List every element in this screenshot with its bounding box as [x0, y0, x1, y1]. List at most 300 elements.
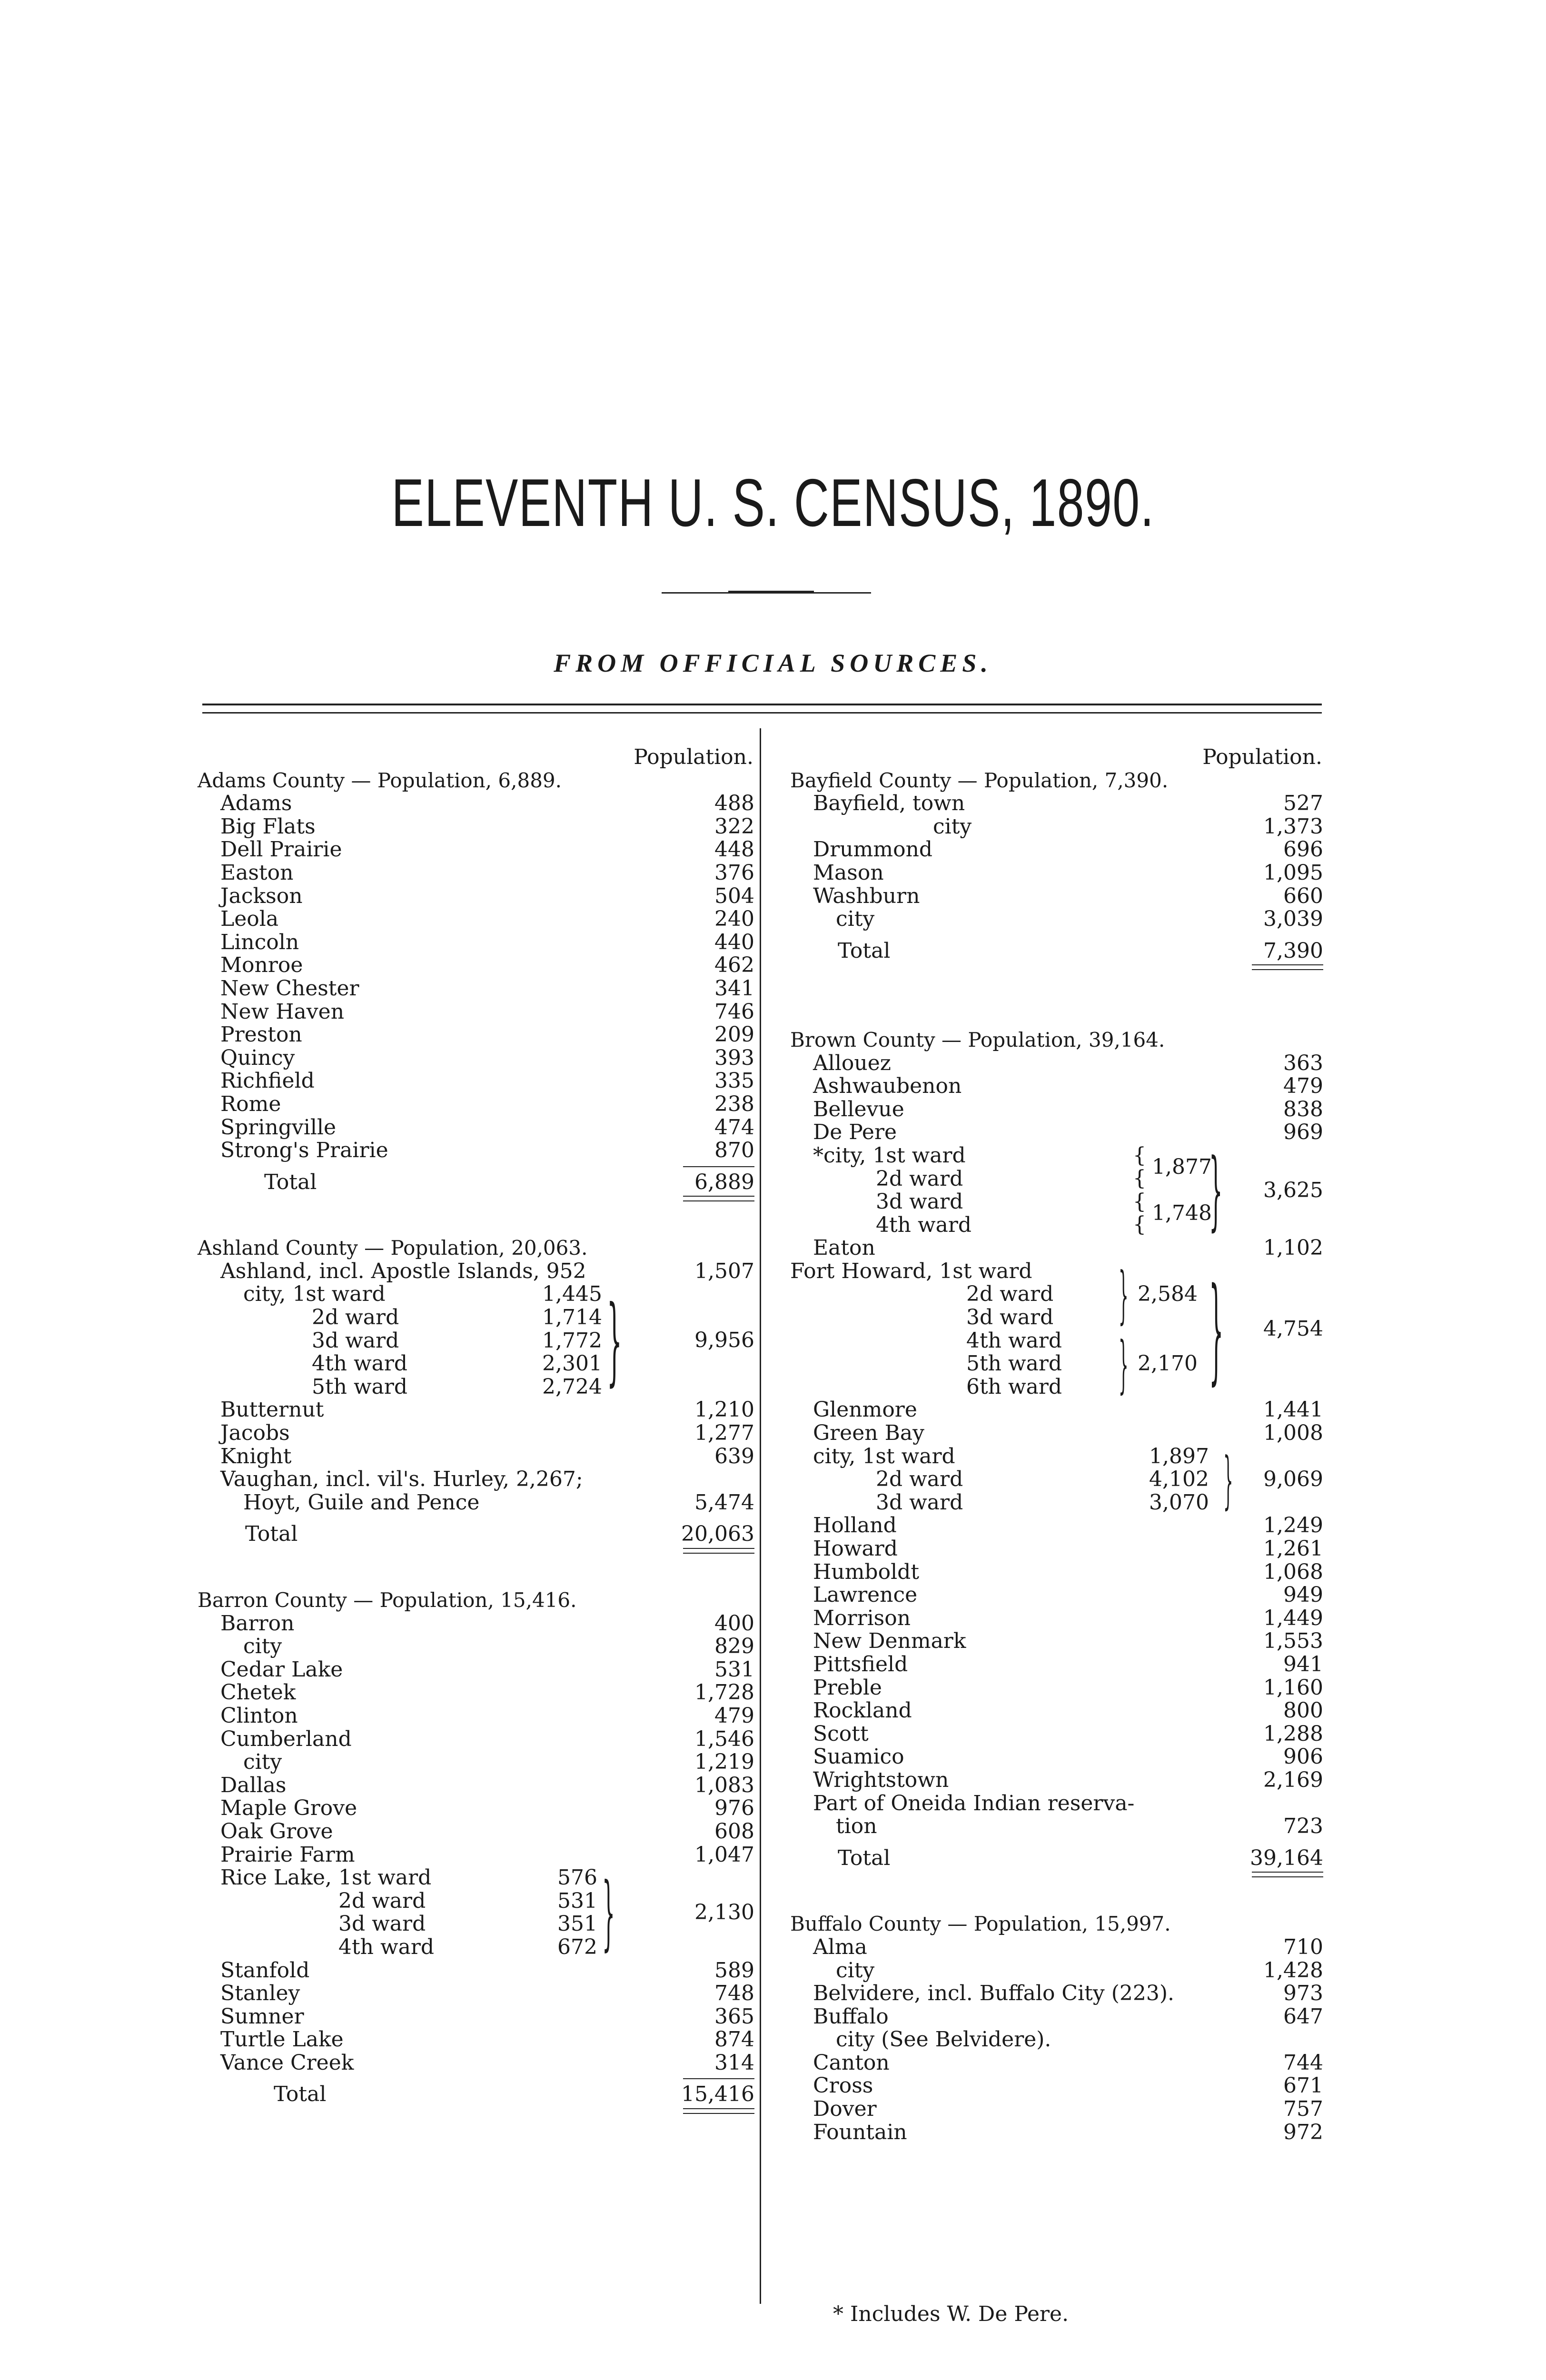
- row-name: Washburn: [813, 883, 920, 908]
- data-row: [790, 2005, 1323, 2029]
- row-name: Rome: [220, 1091, 281, 1116]
- row-name: 4th ward: [338, 1934, 435, 1959]
- row-value: 949: [1283, 1583, 1323, 1607]
- data-row: [790, 1607, 1323, 1630]
- row-name: Green Bay: [813, 1421, 925, 1446]
- data-row: [790, 1098, 1323, 1121]
- data-row: [790, 1561, 1323, 1584]
- row-value: 1,441: [1263, 1398, 1323, 1422]
- barron-rows1: [198, 1612, 754, 1867]
- row-name: city: [933, 814, 972, 839]
- data-row: [198, 838, 754, 862]
- page-title: ELEVENTH U. S. CENSUS, 1890.: [391, 465, 1155, 541]
- data-row: [198, 1844, 754, 1867]
- row-value: 696: [1283, 837, 1323, 862]
- row-name: 2d ward: [338, 1888, 426, 1913]
- data-row: [790, 1815, 1323, 1838]
- brace: {: [1133, 1143, 1146, 1168]
- data-row: [790, 1214, 1323, 1237]
- data-row: [198, 1139, 754, 1162]
- row-value: 363: [1283, 1051, 1323, 1075]
- row-value: 608: [714, 1819, 754, 1844]
- data-row: [198, 1681, 754, 1705]
- row-name: Ashwaubenon: [813, 1074, 962, 1099]
- row-value: 440: [714, 930, 754, 954]
- row-name: De Pere: [813, 1120, 897, 1145]
- row-name: city: [836, 907, 875, 932]
- row-name: 3d ward: [876, 1490, 963, 1515]
- row-value: 660: [1283, 883, 1323, 908]
- data-row: [790, 2074, 1323, 2098]
- row-value: 723: [1283, 1814, 1323, 1839]
- row-value: 744: [1283, 2050, 1323, 2075]
- row-value: 1,897: [1149, 1444, 1209, 1468]
- ashland-wards-group: [198, 1283, 754, 1398]
- row-name: Wrightstown: [813, 1767, 949, 1792]
- row-name: Pittsfield: [813, 1652, 908, 1676]
- row-name: Lawrence: [813, 1583, 918, 1607]
- data-row: [790, 885, 1323, 908]
- brace: }: [1209, 1140, 1223, 1240]
- row-name: Dell Prairie: [220, 837, 342, 862]
- data-row: [790, 1630, 1323, 1653]
- total-double-rule: [683, 1196, 754, 1201]
- row-name: Clinton: [220, 1703, 298, 1728]
- row-name: Drummond: [813, 837, 933, 862]
- row-name: Jacobs: [220, 1421, 290, 1446]
- data-row: [790, 1514, 1323, 1537]
- row-name: city: [243, 1750, 282, 1775]
- data-row: [790, 1144, 1323, 1168]
- data-row: [198, 1728, 754, 1751]
- data-row: [198, 931, 754, 954]
- brace: }: [602, 1865, 615, 1960]
- row-name: Strong's Prairie: [220, 1138, 388, 1163]
- row-name: Lincoln: [220, 930, 299, 954]
- row-name: 4th ward: [966, 1328, 1062, 1353]
- brace: }: [1209, 1262, 1224, 1396]
- row-value: 1,210: [694, 1398, 754, 1422]
- depere-wards-group: [790, 1140, 1323, 1240]
- row-value: 1,095: [1263, 860, 1323, 885]
- row-name: Part of Oneida Indian reserva-: [813, 1791, 1135, 1815]
- brace: {: [1133, 1166, 1146, 1190]
- data-row: [790, 2121, 1323, 2144]
- row-name: Ashland, incl. Apostle Islands, 952: [220, 1259, 586, 1283]
- row-value: 972: [1283, 2120, 1323, 2144]
- data-row: [198, 908, 754, 931]
- data-row: [790, 1982, 1323, 2005]
- row-name: Jackson: [220, 883, 303, 908]
- data-row: [198, 1468, 754, 1491]
- row-name: 2d ward: [966, 1282, 1054, 1307]
- data-row: [790, 1699, 1323, 1723]
- total-row-bayfield: [790, 940, 1323, 963]
- row-value: 314: [714, 2050, 754, 2075]
- row-name: Dover: [813, 2097, 877, 2122]
- total-row-ashland: [198, 1523, 754, 1546]
- row-value: 1,373: [1263, 814, 1323, 839]
- row-value: 2,169: [1263, 1767, 1323, 1792]
- data-row: [198, 1283, 754, 1306]
- row-value: 2,724: [542, 1374, 602, 1399]
- row-value: 1,160: [1263, 1675, 1323, 1700]
- row-name: New Haven: [220, 999, 345, 1024]
- row-name: Sumner: [220, 2004, 304, 2029]
- row-name: Scott: [813, 1721, 869, 1746]
- data-row: [198, 1023, 754, 1047]
- data-row: [790, 1306, 1323, 1329]
- row-value: 639: [714, 1444, 754, 1468]
- row-value: 504: [714, 883, 754, 908]
- row-name: 5th ward: [312, 1374, 408, 1399]
- data-row: [790, 1491, 1323, 1515]
- row-name: Howard: [813, 1537, 898, 1561]
- row-name: 4th ward: [876, 1212, 972, 1237]
- rice-lake-total: 2,130: [694, 1900, 754, 1925]
- data-row: [790, 1422, 1323, 1445]
- brown-rows3: [790, 1514, 1323, 1792]
- row-value: 209: [714, 1022, 754, 1047]
- data-row: [790, 2098, 1323, 2121]
- depere-pair-value: 1,877: [1152, 1154, 1212, 1179]
- data-row: [198, 1398, 754, 1422]
- row-value: 1,714: [542, 1305, 602, 1330]
- row-name: Mason: [813, 860, 884, 885]
- left-column: [198, 746, 754, 2115]
- row-value: 3,070: [1149, 1490, 1209, 1515]
- column-divider: [760, 728, 761, 2304]
- row-value: 488: [714, 791, 754, 816]
- population-header: Population.: [1202, 745, 1322, 769]
- data-row: [198, 1774, 754, 1797]
- row-name: 2d ward: [876, 1166, 963, 1191]
- brace: }: [1223, 1443, 1233, 1516]
- data-row: [790, 1121, 1323, 1144]
- row-value: 1,219: [694, 1750, 754, 1775]
- county-heading-brown: Brown County — Population, 39,164.: [790, 1028, 1165, 1051]
- row-value: 400: [714, 1611, 754, 1636]
- row-name: Hoyt, Guile and Pence: [243, 1490, 480, 1515]
- ashland-rows: [198, 1398, 754, 1468]
- data-row: [198, 954, 754, 977]
- row-value: 973: [1283, 1981, 1323, 2006]
- row-name: Eaton: [813, 1236, 875, 1260]
- data-row: [198, 1820, 754, 1844]
- row-name: Big Flats: [220, 814, 316, 839]
- row-value: 870: [714, 1138, 754, 1163]
- row-name: Canton: [813, 2050, 890, 2075]
- data-row: [198, 1260, 754, 1283]
- data-row: [790, 1445, 1323, 1468]
- county-heading-buffalo: Buffalo County — Population, 15,997.: [790, 1912, 1171, 1936]
- row-name: Vance Creek: [220, 2050, 354, 2075]
- row-name: Suamico: [813, 1745, 904, 1769]
- data-row: [790, 1168, 1323, 1191]
- row-name: Belvidere, incl. Buffalo City (223).: [813, 1981, 1174, 2006]
- row-name: 5th ward: [966, 1351, 1062, 1376]
- bayfield-rows: [790, 792, 1323, 931]
- data-row: [790, 1936, 1323, 1959]
- row-name: Morrison: [813, 1606, 911, 1630]
- city-subtotal-value: 9,956: [694, 1328, 754, 1353]
- row-value: 1,428: [1263, 1958, 1323, 1983]
- row-value: 1,083: [694, 1773, 754, 1797]
- total-value: 39,164: [1250, 1845, 1323, 1870]
- row-name: Easton: [220, 860, 294, 885]
- data-row: [790, 862, 1323, 885]
- data-row: [198, 1047, 754, 1070]
- row-value: 1,277: [694, 1421, 754, 1446]
- subtotal-rule: [683, 1166, 754, 1167]
- row-name: Dallas: [220, 1773, 287, 1797]
- data-row: [790, 1398, 1323, 1422]
- row-name: Holland: [813, 1513, 897, 1538]
- right-column: [790, 746, 1323, 2144]
- data-row: [198, 1890, 754, 1913]
- brace: }: [607, 1285, 622, 1397]
- row-name: Knight: [220, 1444, 292, 1468]
- data-row: [198, 1352, 754, 1376]
- row-value: 322: [714, 814, 754, 839]
- row-value: 829: [714, 1634, 754, 1659]
- brace: {: [1133, 1212, 1146, 1237]
- row-value: 941: [1283, 1652, 1323, 1676]
- data-row: [198, 1329, 754, 1353]
- row-value: 341: [714, 976, 754, 1001]
- adams-rows: [198, 792, 754, 1162]
- row-value: 1,102: [1263, 1236, 1323, 1260]
- row-name: Rockland: [813, 1698, 912, 1723]
- row-name: Fort Howard, 1st ward: [790, 1259, 1032, 1283]
- row-name: city, 1st ward: [813, 1444, 955, 1468]
- row-name: tion: [836, 1814, 877, 1839]
- row-name: Prairie Farm: [220, 1842, 355, 1867]
- row-name: city: [836, 1958, 875, 1983]
- data-row: [198, 815, 754, 839]
- data-row: [198, 1070, 754, 1093]
- row-value: 1,507: [694, 1259, 754, 1283]
- row-value: 474: [714, 1115, 754, 1140]
- brown-rows2: [790, 1398, 1323, 1445]
- row-value: 1,288: [1263, 1721, 1323, 1746]
- data-row: [790, 1959, 1323, 1983]
- row-name: Fountain: [813, 2120, 907, 2144]
- data-row: [198, 1936, 754, 1959]
- total-row-brown: [790, 1847, 1323, 1870]
- row-name: 2d ward: [312, 1305, 399, 1330]
- row-name: 3d ward: [876, 1190, 963, 1214]
- data-row: [790, 2028, 1323, 2052]
- data-row: [198, 1001, 754, 1024]
- row-name: Buffalo: [813, 2004, 889, 2029]
- row-value: 479: [1283, 1074, 1323, 1099]
- data-row: [790, 1260, 1323, 1283]
- data-row: [198, 885, 754, 908]
- row-value: 531: [714, 1657, 754, 1682]
- row-value: 976: [714, 1796, 754, 1821]
- data-row: [790, 1676, 1323, 1700]
- row-name: Leola: [220, 907, 279, 932]
- row-value: 748: [714, 1981, 754, 2006]
- rice-lake-group: [198, 1866, 754, 1959]
- header-double-rule: [202, 704, 1322, 714]
- row-name: Butternut: [220, 1398, 324, 1422]
- data-row: [790, 1376, 1323, 1399]
- data-row: [198, 1306, 754, 1329]
- brace: }: [1119, 1328, 1129, 1400]
- row-value: 1,047: [694, 1842, 754, 1867]
- row-name: Alma: [813, 1934, 867, 1959]
- row-value: 800: [1283, 1698, 1323, 1723]
- row-name: Barron: [220, 1611, 295, 1636]
- page-subtitle: FROM OFFICIAL SOURCES.: [554, 649, 992, 677]
- data-row: [198, 792, 754, 815]
- total-label: Total: [838, 1845, 891, 1870]
- row-name: 3d ward: [312, 1328, 399, 1353]
- fort-howard-pair-value: 2,584: [1138, 1281, 1198, 1306]
- data-row: [198, 1422, 754, 1445]
- subtotal-rule: [683, 2078, 754, 2079]
- title-rule: [662, 592, 871, 594]
- row-value: 531: [557, 1888, 597, 1913]
- row-name: Bayfield, town: [813, 791, 965, 816]
- brace: }: [1119, 1258, 1129, 1331]
- row-value: 5,474: [694, 1490, 754, 1515]
- depere-total: 3,625: [1263, 1178, 1323, 1202]
- fort-howard-pair-value: 2,170: [1138, 1351, 1198, 1376]
- row-name: Oak Grove: [220, 1819, 333, 1844]
- data-row: [198, 1093, 754, 1116]
- row-value: 351: [557, 1912, 597, 1936]
- fort-howard-group: [790, 1260, 1323, 1399]
- row-name: Preble: [813, 1675, 882, 1700]
- row-value: 874: [714, 2027, 754, 2052]
- row-value: 757: [1283, 2097, 1323, 2122]
- row-value: 1,008: [1263, 1421, 1323, 1446]
- row-name: Cumberland: [220, 1726, 352, 1751]
- data-row: [790, 1468, 1323, 1491]
- row-value: 2,301: [542, 1351, 602, 1376]
- row-name: Vaughan, incl. vil's. Hurley, 2,267;: [220, 1467, 583, 1492]
- barron-rows2: [198, 1959, 754, 2075]
- brown-rows1: [790, 1052, 1323, 1144]
- row-name: Maple Grove: [220, 1796, 357, 1821]
- county-heading-barron: Barron County — Population, 15,416.: [198, 1588, 577, 1612]
- row-value: 589: [714, 1958, 754, 1983]
- population-header: Population.: [634, 745, 753, 769]
- total-row-barron: [198, 2083, 754, 2106]
- row-value: 1,546: [694, 1726, 754, 1751]
- data-row: [198, 2052, 754, 2075]
- data-row: [790, 1584, 1323, 1607]
- row-name: Richfield: [220, 1069, 315, 1093]
- row-value: 376: [714, 860, 754, 885]
- rice-lake-wards: [198, 1866, 754, 1959]
- row-name: city (See Belvidere).: [836, 2027, 1051, 2052]
- data-row: [790, 1352, 1323, 1376]
- data-row: [790, 1190, 1323, 1214]
- data-row: [790, 1792, 1323, 1815]
- row-name: 6th ward: [966, 1374, 1062, 1399]
- row-value: 4,102: [1149, 1467, 1209, 1492]
- data-row: [198, 977, 754, 1001]
- depere-pair-value: 1,748: [1152, 1200, 1212, 1225]
- row-name: Chetek: [220, 1680, 296, 1705]
- data-row: [790, 1237, 1323, 1260]
- row-value: 647: [1283, 2004, 1323, 2029]
- row-value: 1,261: [1263, 1537, 1323, 1561]
- total-label: Total: [274, 2082, 327, 2107]
- depere-wards: [790, 1140, 1323, 1240]
- row-value: 527: [1283, 791, 1323, 816]
- row-name: 3d ward: [338, 1912, 426, 1936]
- row-value: 448: [714, 837, 754, 862]
- footnote: * Includes W. De Pere.: [833, 2302, 1069, 2326]
- row-name: Cedar Lake: [220, 1657, 343, 1682]
- row-name: Allouez: [813, 1051, 891, 1075]
- row-value: 1,068: [1263, 1559, 1323, 1584]
- row-name: Cross: [813, 2073, 873, 2098]
- data-row: [198, 1705, 754, 1728]
- row-name: Stanley: [220, 1981, 300, 2006]
- row-value: 576: [557, 1865, 597, 1890]
- county-heading-ashland: Ashland County — Population, 20,063.: [198, 1236, 588, 1260]
- data-row: [790, 1769, 1323, 1792]
- row-name: Glenmore: [813, 1398, 917, 1422]
- data-row: [198, 1116, 754, 1140]
- row-name: Monroe: [220, 953, 303, 978]
- data-row: [198, 1959, 754, 1983]
- fort-howard-total: 4,754: [1263, 1316, 1323, 1341]
- row-name: New Denmark: [813, 1629, 966, 1654]
- data-row: [198, 1913, 754, 1936]
- county-heading-bayfield: Bayfield County — Population, 7,390.: [790, 768, 1169, 792]
- row-name: 4th ward: [312, 1351, 408, 1376]
- row-name: city, 1st ward: [243, 1282, 386, 1307]
- row-name: Bellevue: [813, 1097, 904, 1121]
- data-row: [790, 838, 1323, 862]
- row-value: 1,449: [1263, 1606, 1323, 1630]
- row-name: Humboldt: [813, 1559, 920, 1584]
- row-value: 1,445: [542, 1282, 602, 1307]
- row-name: Quincy: [220, 1045, 295, 1070]
- data-row: [790, 1537, 1323, 1561]
- data-row: [790, 1329, 1323, 1353]
- total-double-rule: [1252, 1872, 1323, 1877]
- row-value: 746: [714, 999, 754, 1024]
- data-row: [198, 1376, 754, 1399]
- data-row: [198, 1866, 754, 1890]
- row-value: 671: [1283, 2073, 1323, 2098]
- data-row: [198, 1751, 754, 1774]
- data-row: [198, 2028, 754, 2052]
- row-name: 3d ward: [966, 1305, 1054, 1330]
- total-value: 7,390: [1263, 938, 1323, 963]
- data-row: [198, 1797, 754, 1820]
- data-row: [198, 1491, 754, 1515]
- data-row: [198, 1635, 754, 1658]
- row-value: 969: [1283, 1120, 1323, 1145]
- row-name: Rice Lake, 1st ward: [220, 1865, 432, 1890]
- row-value: 1,249: [1263, 1513, 1323, 1538]
- data-row: [198, 1658, 754, 1682]
- row-value: 1,772: [542, 1328, 602, 1353]
- data-row: [790, 1075, 1323, 1098]
- row-name: Turtle Lake: [220, 2027, 344, 2052]
- row-name: city: [243, 1634, 282, 1659]
- green-bay-group: [790, 1445, 1323, 1515]
